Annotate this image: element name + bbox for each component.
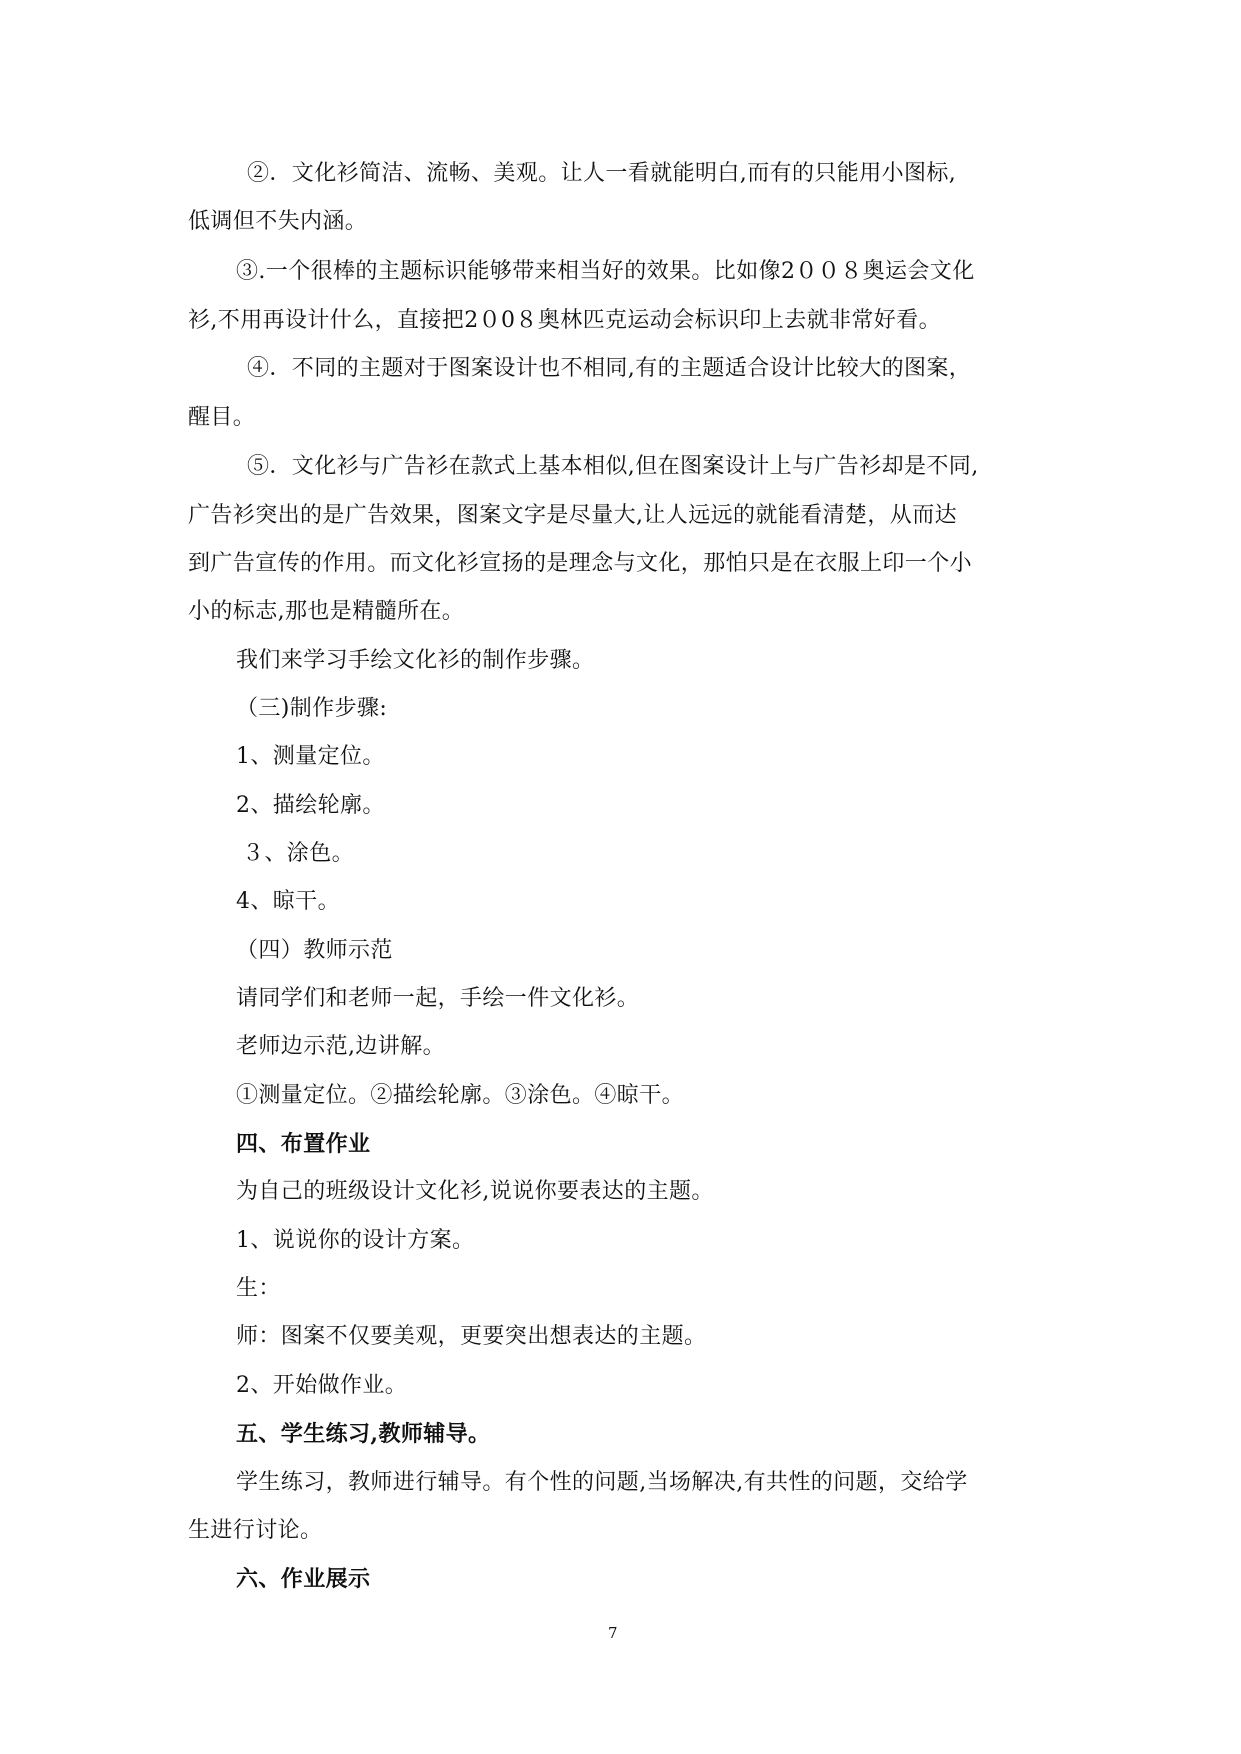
paragraph-line: 2、开始做作业。 bbox=[236, 1373, 408, 1398]
section-heading: （四）教师示范 bbox=[236, 938, 393, 963]
step-item: 1、测量定位。 bbox=[236, 744, 385, 769]
paragraph-line: ④．不同的主题对于图案设计也不相同,有的主题适合设计比较大的图案， bbox=[247, 356, 972, 381]
step-item: 4、晾干。 bbox=[236, 889, 340, 914]
paragraph-line: ②．文化衫简洁、流畅、美观。让人一看就能明白,而有的只能用小图标, bbox=[247, 161, 957, 186]
section-heading: 四、布置作业 bbox=[236, 1131, 371, 1157]
paragraph-line: 生进行讨论。 bbox=[188, 1518, 323, 1543]
paragraph-line: 低调但不失内涵。 bbox=[188, 209, 368, 234]
paragraph-line: 为自己的班级设计文化衫,说说你要表达的主题。 bbox=[236, 1179, 714, 1204]
paragraph-line: 师：图案不仅要美观，更要突出想表达的主题。 bbox=[236, 1324, 707, 1349]
section-heading: 五、学生练习,教师辅导。 bbox=[236, 1421, 491, 1447]
page-number: 7 bbox=[608, 1624, 618, 1642]
step-item: ３、涂色。 bbox=[242, 841, 355, 866]
paragraph-line: 醒目。 bbox=[188, 405, 256, 430]
paragraph-line: 学生练习，教师进行辅导。有个性的问题,当场解决,有共性的问题，交给学 bbox=[236, 1470, 968, 1495]
paragraph-line: 老师边示范,边讲解。 bbox=[236, 1034, 445, 1059]
paragraph-line: 1、说说你的设计方案。 bbox=[236, 1228, 475, 1253]
paragraph-line: 衫,不用再设计什么，直接把2０0８奥林匹克运动会标识印上去就非常好看。 bbox=[188, 308, 941, 333]
paragraph-line: ③.一个很棒的主题标识能够带来相当好的效果。比如像2００８奥运会文化 bbox=[236, 259, 975, 284]
paragraph-line: 生： bbox=[236, 1276, 281, 1301]
paragraph-line: 我们来学习手绘文化衫的制作步骤。 bbox=[236, 648, 595, 673]
section-heading: （三)制作步骤: bbox=[236, 696, 388, 721]
section-heading: 六、作业展示 bbox=[236, 1566, 371, 1592]
paragraph-line: 小的标志,那也是精髓所在。 bbox=[188, 599, 465, 624]
paragraph-line: ①测量定位。②描绘轮廓。③涂色。④晾干。 bbox=[236, 1083, 685, 1108]
paragraph-line: ⑤．文化衫与广告衫在款式上基本相似,但在图案设计上与广告衫却是不同, bbox=[247, 454, 979, 479]
step-item: 2、描绘轮廓。 bbox=[236, 793, 385, 818]
paragraph-line: 到广告宣传的作用。而文化衫宣扬的是理念与文化，那怕只是在衣服上印一个小 bbox=[188, 551, 973, 576]
paragraph-line: 请同学们和老师一起，手绘一件文化衫。 bbox=[236, 986, 640, 1011]
paragraph-line: 广告衫突出的是广告效果，图案文字是尽量大,让人远远的就能看清楚，从而达 bbox=[188, 503, 957, 528]
